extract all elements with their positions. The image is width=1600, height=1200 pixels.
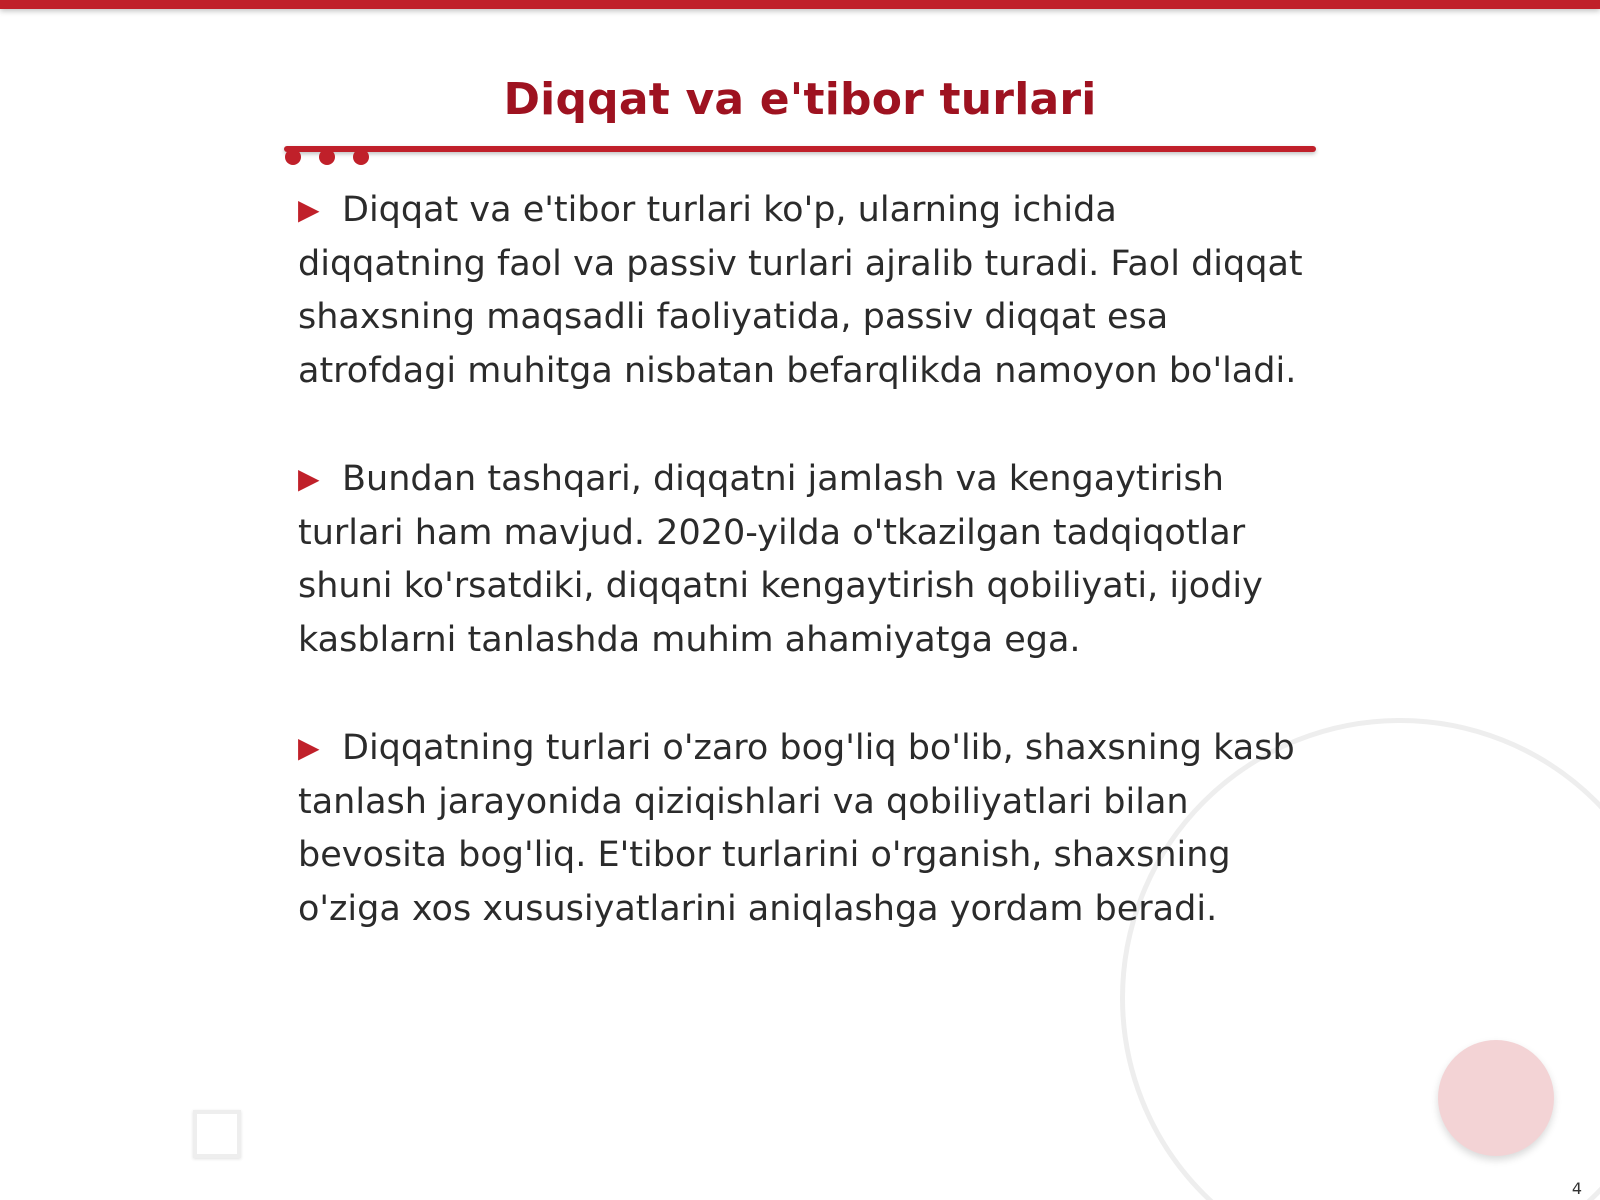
triangle-bullet-icon: ▶	[298, 731, 320, 764]
slide-title: Diqqat va e'tibor turlari	[503, 74, 1097, 125]
decor-dot-2	[319, 149, 335, 165]
bullet-paragraph-1	[298, 183, 1308, 398]
decor-dot-3	[353, 149, 369, 165]
top-accent-bar	[0, 0, 1600, 9]
title-underline	[284, 146, 1316, 152]
decor-square	[193, 1110, 241, 1158]
decor-dot-1	[285, 149, 301, 165]
bullet-paragraph-2	[298, 452, 1308, 667]
slide-body	[298, 183, 1308, 990]
bullet-paragraph-3	[298, 721, 1308, 936]
decor-pink-circle	[1438, 1040, 1554, 1156]
triangle-bullet-icon: ▶	[298, 193, 320, 226]
paragraph-text: Diqqatning turlari o'zaro bog'liq bo'lib, shaxsning kasb tanlash jarayonida qiziqishlari va qobiliyatlari bilan bevosita bog'liq. E'tibor turlarini o'rganish, shaxsning o'ziga xos xususiyatlarini aniqlashga yordam beradi.	[298, 728, 1295, 929]
paragraph-text: Diqqat va e'tibor turlari ko'p, ularning ichida diqqatning faol va passiv turlari ajralib turadi. Faol diqqat shaxsning maqsadli faoliyatida, passiv diqqat esa atrofdagi muhitga nisbatan befarqlikda namoyon bo'ladi.	[298, 190, 1303, 391]
triangle-bullet-icon: ▶	[298, 462, 320, 495]
page-number: 4	[1571, 1179, 1582, 1198]
paragraph-text: Bundan tashqari, diqqatni jamlash va kengaytirish turlari ham mavjud. 2020-yilda o'tkazilgan tadqiqotlar shuni ko'rsatdiki, diqqatni kengaytirish qobiliyati, ijodiy kasblarni tanlashda muhim ahamiyatga ega.	[298, 459, 1263, 660]
